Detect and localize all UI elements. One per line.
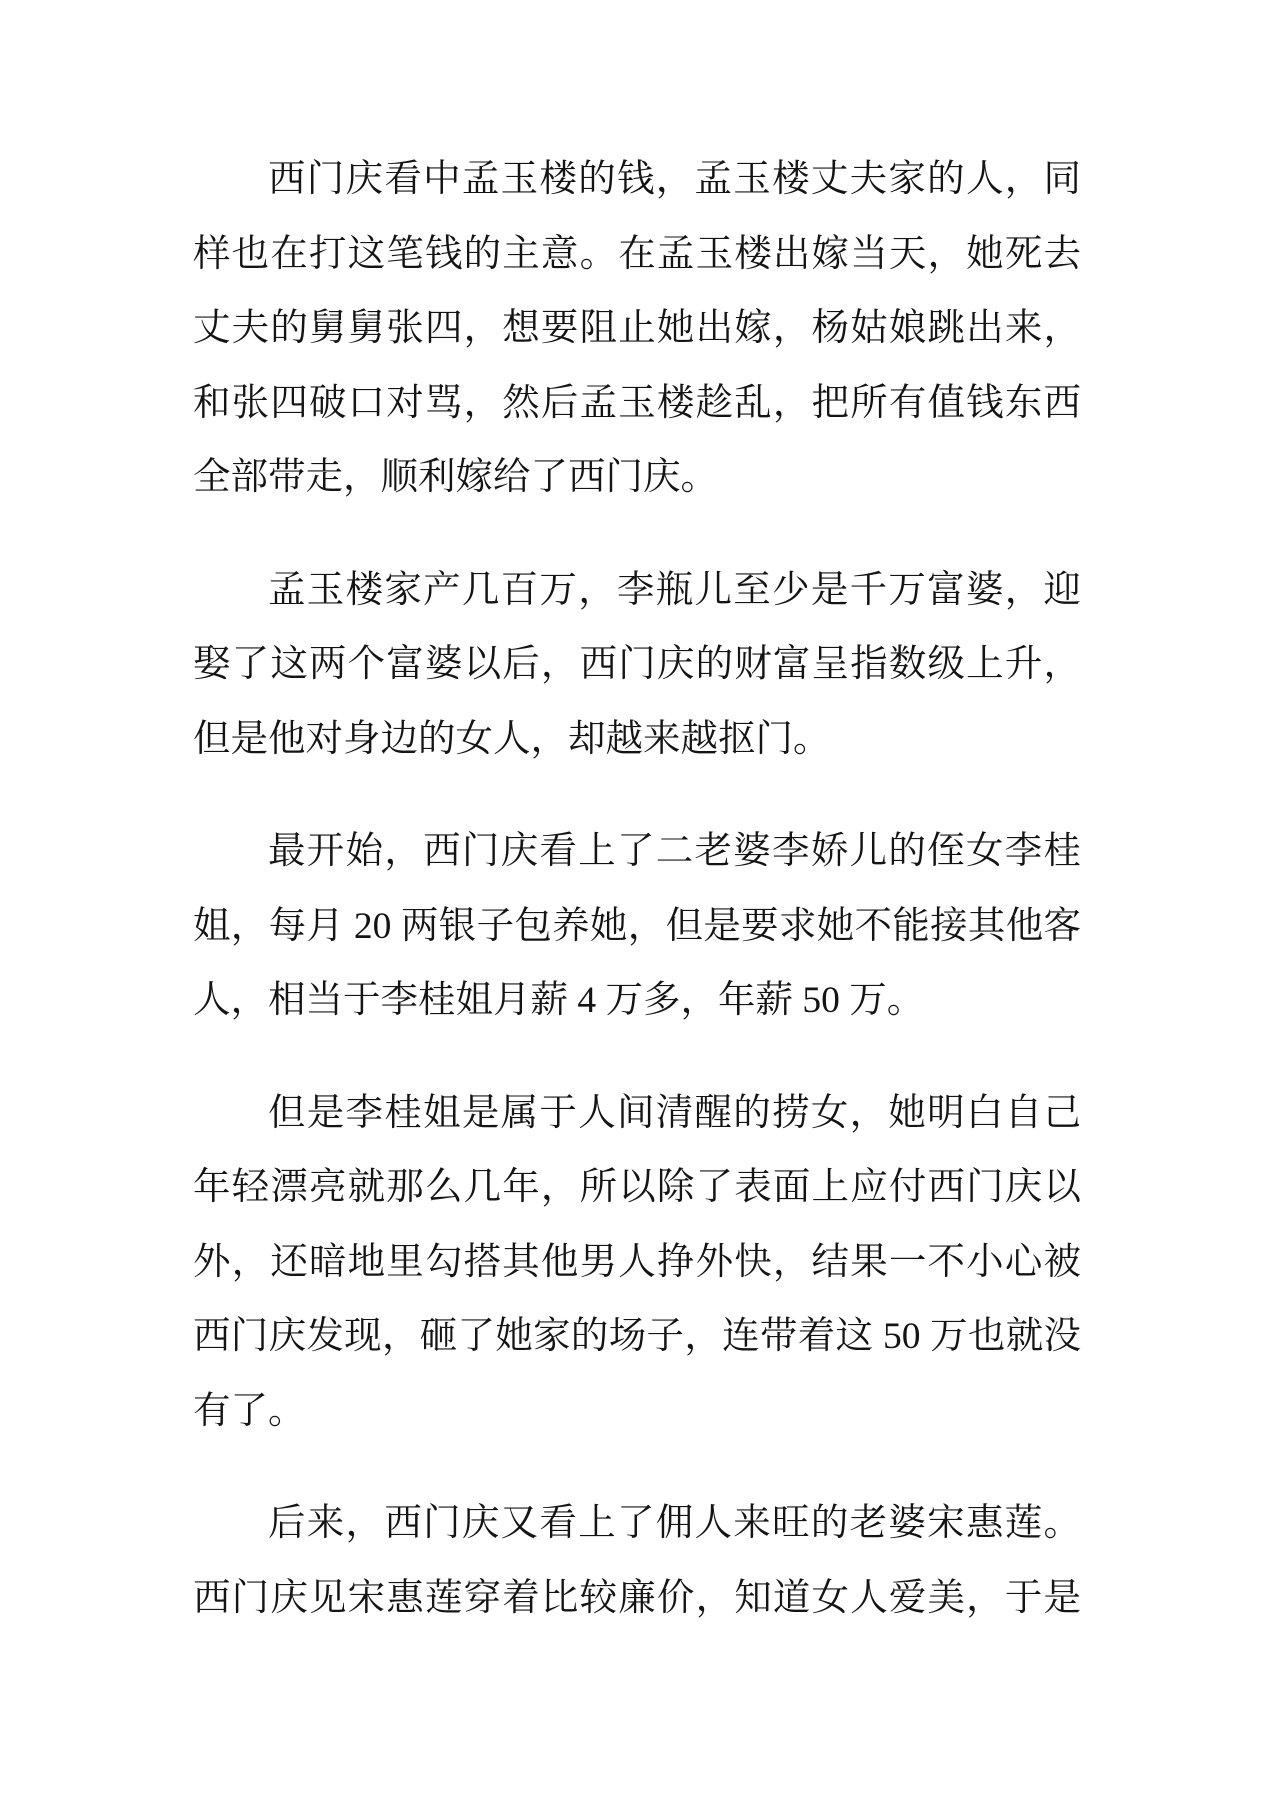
- text-line: 和张四破口对骂，然后孟玉楼趁乱，把所有值钱东西: [193, 382, 1081, 424]
- text-line: 但是他对身边的女人，却越来越抠门。: [193, 718, 831, 760]
- paragraph: [193, 815, 1081, 1039]
- text-line: 但是李桂姐是属于人间清醒的捞女，她明白自己: [268, 1092, 1081, 1134]
- text-line: 样也在打这笔钱的主意。在孟玉楼出嫁当天，她死去: [193, 233, 1081, 275]
- text-line: 娶了这两个富婆以后，西门庆的财富呈指数级上升，: [193, 644, 1081, 685]
- text-line: 外，还暗地里勾搭其他男人挣外快，结果一不小心被: [193, 1241, 1081, 1283]
- text-line: 年轻漂亮就那么几年，所以除了表面上应付西门庆以: [193, 1167, 1081, 1208]
- paragraph: [193, 1487, 1081, 1636]
- paragraph: [193, 1077, 1081, 1450]
- paragraph: [193, 143, 1081, 516]
- text-line: 西门庆看中孟玉楼的钱，孟玉楼丈夫家的人，同: [268, 159, 1081, 200]
- text-line: 有了。: [193, 1390, 306, 1432]
- text-line: 西门庆发现，砸了她家的场子，连带着这 50 万也就没: [193, 1316, 1081, 1357]
- document-body: [193, 143, 1081, 1674]
- text-line: 孟玉楼家产几百万，李瓶儿至少是千万富婆，迎: [268, 569, 1081, 611]
- text-line: 人，相当于李桂姐月薪 4 万多，年薪 50 万。: [193, 980, 925, 1021]
- text-line: 后来，西门庆又看上了佣人来旺的老婆宋惠莲。: [268, 1503, 1081, 1544]
- text-line: 最开始，西门庆看上了二老婆李娇儿的侄女李桂: [268, 831, 1081, 872]
- text-line: 姐，每月 20 两银子包养她，但是要求她不能接其他客: [193, 905, 1081, 947]
- text-line: 全部带走，顺利嫁给了西门庆。: [193, 457, 718, 498]
- paragraph: [193, 554, 1081, 778]
- text-line: 西门庆见宋惠莲穿着比较廉价，知道女人爱美，于是: [193, 1577, 1081, 1619]
- text-line: 丈夫的舅舅张四，想要阻止她出嫁，杨姑娘跳出来，: [193, 308, 1081, 349]
